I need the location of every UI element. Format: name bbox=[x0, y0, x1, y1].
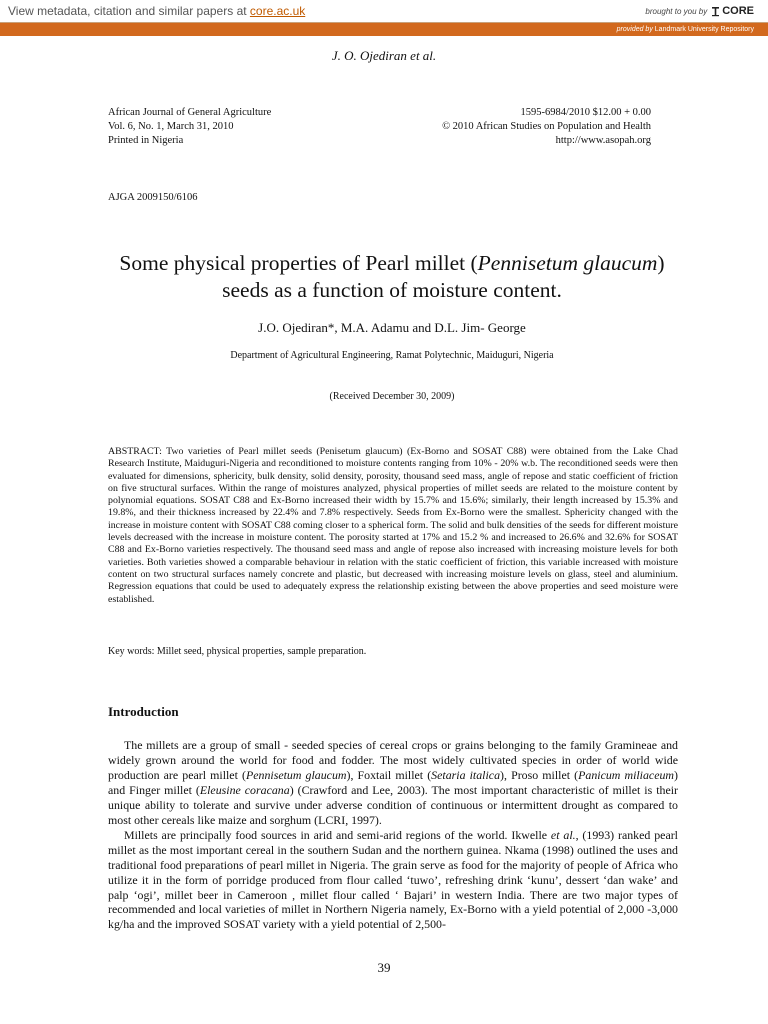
journal-info-right bbox=[442, 106, 651, 148]
intro-text: ) (Crawford and Lee, 2003). The most important characteristic of millet is their unique ability to tolerate and survive under adverse condition of continuous or intermittent drought as compared to most other cereals like maize and sorghum (LCRI, 1997). bbox=[108, 782, 678, 827]
running-head: J. O. Ojediran et al. bbox=[331, 48, 437, 63]
intro-paragraph bbox=[108, 738, 678, 828]
intro-text: ), Proso millet ( bbox=[500, 767, 579, 782]
core-metadata-link[interactable] bbox=[8, 4, 305, 18]
provided-by-bar bbox=[0, 23, 768, 36]
page-number: 39 bbox=[377, 960, 391, 975]
core-banner bbox=[0, 0, 768, 23]
journal-copyright: © 2010 African Studies on Population and Health bbox=[442, 121, 651, 132]
provided-by-prefix: provided by bbox=[616, 26, 653, 33]
title-part2: ) seeds as a function of moisture content. bbox=[222, 251, 665, 302]
core-ac-uk-link[interactable]: core.ac.uk bbox=[249, 4, 306, 18]
journal-name: African Journal of General Agriculture bbox=[108, 107, 272, 118]
intro-text: , (1993) ranked pearl millet as the most important cereal in the southern Sudan and the northern guinea. Nkama (1998) outlined the uses and traditional food preparations of pearl millet in Nigeria. The grain serve as food for the majority of people of Africa who utilize it in the form of porridge produced from flour called ‘tuwo’, refreshing drink ‘kunu’, dessert ‘dan wake’ and palp ‘ogi’, millet beer in Cameroon , millet flour called ‘ Bajari’ in western India. There are two major types of recommended and local varieties of millet in Northern Nigeria namely, Ex-Borno with a yield potential of 2,000 -3,000 kg/ha and the improved SOSAT variety with a yield potential of 2,500- bbox=[108, 827, 678, 932]
keywords: Key words: Millet seed, physical properties, sample preparation. bbox=[108, 646, 367, 657]
intro-paragraph bbox=[108, 828, 678, 933]
intro-text: ) and Finger millet ( bbox=[108, 767, 678, 797]
journal-volume: Vol. 6, No. 1, March 31, 2010 bbox=[108, 121, 234, 132]
intro-text: The millets are a group of small - seeded species of cereal crops or grains belonging to the family Gramineae and widely grown around the world for food and fodder. The most widely cultivated species in order of world wide production are pearl millet ( bbox=[108, 738, 678, 782]
paper-title bbox=[108, 250, 676, 304]
article-id: AJGA 2009150/6106 bbox=[108, 192, 198, 203]
authors: J.O. Ojediran*, M.A. Adamu and D.L. Jim- George bbox=[258, 320, 526, 335]
section-heading-introduction: Introduction bbox=[108, 704, 179, 719]
brought-to-you-text: brought to you by bbox=[645, 6, 708, 16]
affiliation: Department of Agricultural Engineering, Ramat Polytechnic, Maiduguri, Nigeria bbox=[230, 350, 554, 361]
species-name: Eleusine coracana bbox=[199, 782, 290, 797]
core-brand[interactable] bbox=[645, 5, 754, 17]
journal-info-left bbox=[108, 106, 271, 148]
core-logo[interactable] bbox=[711, 5, 754, 17]
intro-text: ), Foxtail millet ( bbox=[346, 767, 432, 782]
received-date: (Received December 30, 2009) bbox=[329, 391, 455, 402]
journal-url: http://www.asopah.org bbox=[555, 135, 651, 146]
citation-etal: et al. bbox=[550, 827, 576, 842]
species-name: Setaria italica bbox=[431, 767, 501, 782]
journal-printed: Printed in Nigeria bbox=[108, 135, 184, 146]
intro-text: Millets are principally food sources in arid and semi-arid regions of the world. Ikwelle bbox=[124, 827, 551, 842]
core-logo-icon bbox=[711, 6, 720, 17]
core-logo-text: CORE bbox=[722, 5, 754, 17]
journal-issn: 1595-6984/2010 $12.00 + 0.00 bbox=[520, 107, 651, 118]
title-part1: Some physical properties of Pearl millet ( bbox=[119, 251, 478, 275]
introduction-body bbox=[108, 738, 678, 932]
abstract: ABSTRACT: Two varieties of Pearl millet seeds (Penisetum glaucum) (Ex-Borno and SOSAT C88) were obtained from the Lake Chad Research Institute, Maiduguri-Nigeria and reconditioned to moisture contents ranging from 10% - 20% w.b. The reconditioned seeds were then evaluated for dimensions, sphericity, bulk density, solid density, porosity, thousand seed mass, angle of repose and static coefficient of friction on five structural surfaces. Within the range of moistures analyzed, physical properties of millet seeds are related to the moisture content by polynomial equations. SOSAT C88 and Ex-Borno increased their width by 15.7% and 15.6%; similarly, their length increased by 15.3% and 19.8%, and their thickness increased by 22.4% and 7.8% respectively. Seeds from Ex-Borno were the smallest. Sphericity changed with the increase in moisture content with SOSAT C88 coming closer to a spherical form. The solid and bulk densities of the seeds for different moisture levels decreased with the increase in moisture content. The porosity started at 17% and 15.2 % and increased to 26.6% and 32.6% for SOSAT C88 and Ex-Borno varieties respectively. The thousand seed mass and angle of repose also increased with increasing moisture levels for both varieties. Both varieties showed a comparable behaviour in relation with the static coefficient of friction, this variable increased with moisture content on two structural surfaces namely concrete and plastic, but decreased with increasing moisture levels on glass, steel and aluminium. Regression equations that could be used to adequately express the relationship existing between the above properties and seed moisture were established. bbox=[108, 446, 678, 605]
title-species: Pennisetum glaucum bbox=[477, 251, 658, 275]
core-link-prefix: View metadata, citation and similar papers at bbox=[8, 4, 250, 18]
species-name: Pennisetum glaucum bbox=[245, 767, 347, 782]
species-name: Panicum miliaceum bbox=[578, 767, 675, 782]
provided-by-org: Landmark University Repository bbox=[652, 26, 754, 33]
